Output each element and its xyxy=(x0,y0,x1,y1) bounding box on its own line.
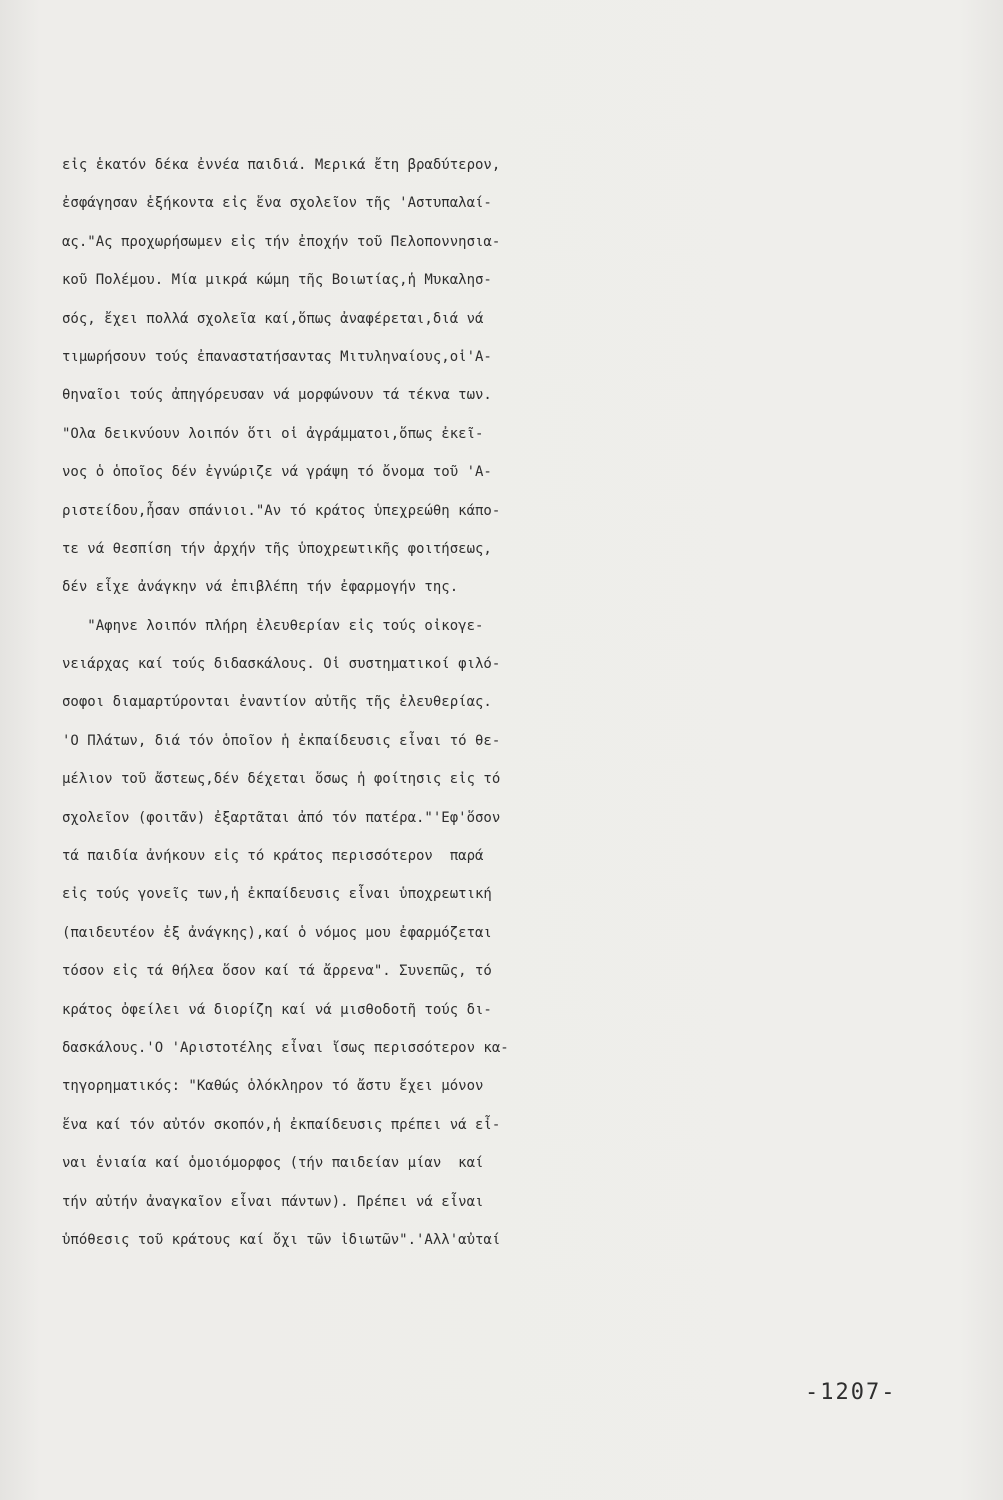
page-number: -1207- xyxy=(805,1380,897,1405)
text-line: τόσον εἰς τά θήλεα ὅσον καί τά ἄρρενα". Συνεπῶς, τό xyxy=(62,963,492,980)
text-line: θηναῖοι τούς ἀπηγόρευσαν νά μορφώνουν τά τέκνα των. xyxy=(62,387,492,404)
text-line: (παιδευτέον ἐξ ἀνάγκης),καί ὁ νόμος μου ἐφαρμόζεται xyxy=(62,924,492,941)
text-line: δασκάλους.'Ο 'Αριστοτέλης εἶναι ἴσως περισσότερον κα- xyxy=(62,1039,509,1056)
text-line: ἐσφάγησαν ἑξήκοντα εἰς ἕνα σχολεῖον τῆς 'Αστυπαλαί- xyxy=(62,195,492,212)
text-line: δέν εἶχε ἀνάγκην νά ἐπιβλέπη τήν ἐφαρμογήν της. xyxy=(62,579,459,596)
text-line: ας."Ας προχωρήσωμεν εἰς τήν ἐποχήν τοῦ Πελοποννησια- xyxy=(62,233,501,250)
text-line: τηγορηματικός: "Καθώς ὁλόκληρον τό ἄστυ ἔχει μόνον xyxy=(62,1078,484,1095)
text-line: κράτος ὀφείλει νά διορίζη καί νά μισθοδοτῆ τούς δι- xyxy=(62,1001,492,1018)
text-line: ἕνα καί τόν αὐτόν σκοπόν,ἡ ἐκπαίδευσις πρέπει νά εἶ- xyxy=(62,1116,501,1133)
text-line: σοφοι διαμαρτύρονται ἐναντίον αὐτῆς τῆς ἐλευθερίας. xyxy=(62,694,492,711)
text-line: τιμωρήσουν τούς ἐπαναστατήσαντας Μιτυληναίους,οἱ'Α- xyxy=(62,348,492,365)
text-line: εἰς τούς γονεῖς των,ἡ ἐκπαίδευσις εἶναι ὑποχρεωτική xyxy=(62,886,492,903)
text-line: σχολεῖον (φοιτᾶν) ἐξαρτᾶται ἀπό τόν πατέρα."'Εφ'ὅσον xyxy=(62,809,501,826)
text-line: "Αφηνε λοιπόν πλήρη ἐλευθερίαν εἰς τούς οἰκογε- xyxy=(62,617,484,634)
text-line: ριστείδου,ἦσαν σπάνιοι."Αν τό κράτος ὑπεχρεώθη κάπο- xyxy=(62,502,501,519)
text-line: τε νά θεσπίση τήν ἀρχήν τῆς ὑποχρεωτικῆς φοιτήσεως, xyxy=(62,540,492,557)
text-line: εἰς ἑκατόν δέκα ἐννέα παιδιά. Μερικά ἔτη βραδύτερον, xyxy=(62,157,501,173)
text-line: νος ὁ ὁποῖος δέν ἐγνώριζε νά γράψη τό ὄνομα τοῦ 'Α- xyxy=(62,464,492,481)
text-line: 'Ο Πλάτων, διά τόν ὁποῖον ἡ ἐκπαίδευσις εἶναι τό θε- xyxy=(62,732,501,749)
text-line: ναι ἑνιαία καί ὁμοιόμορφος (τήν παιδείαν μίαν καί xyxy=(62,1155,484,1172)
text-line: νειάρχας καί τούς διδασκάλους. Οἱ συστηματικοί φιλό- xyxy=(62,656,501,673)
text-line: κοῦ Πολέμου. Μία μικρά κώμη τῆς Βοιωτίας,ἡ Μυκαλησ- xyxy=(62,272,492,289)
text-line: τήν αὐτήν ἀναγκαῖον εἶναι πάντων). Πρέπει νά εἶναι xyxy=(62,1193,484,1210)
text-line: "Ολα δεικνύουν λοιπόν ὅτι οἱ ἀγράμματοι,ὅπως ἐκεῖ- xyxy=(62,425,484,442)
text-line: σός, ἔχει πολλά σχολεῖα καί,ὅπως ἀναφέρεται,διά νά xyxy=(62,310,484,327)
body-text xyxy=(62,146,962,1259)
text-line: ὑπόθεσις τοῦ κράτους καί ὄχι τῶν ἰδιωτῶν".'Αλλ'αὐταί xyxy=(62,1231,501,1248)
text-line: τά παιδία ἀνήκουν εἰς τό κράτος περισσότερον παρά xyxy=(62,848,484,865)
text-line: μέλιον τοῦ ἄστεως,δέν δέχεται ὅσως ἡ φοίτησις εἰς τό xyxy=(62,771,501,788)
